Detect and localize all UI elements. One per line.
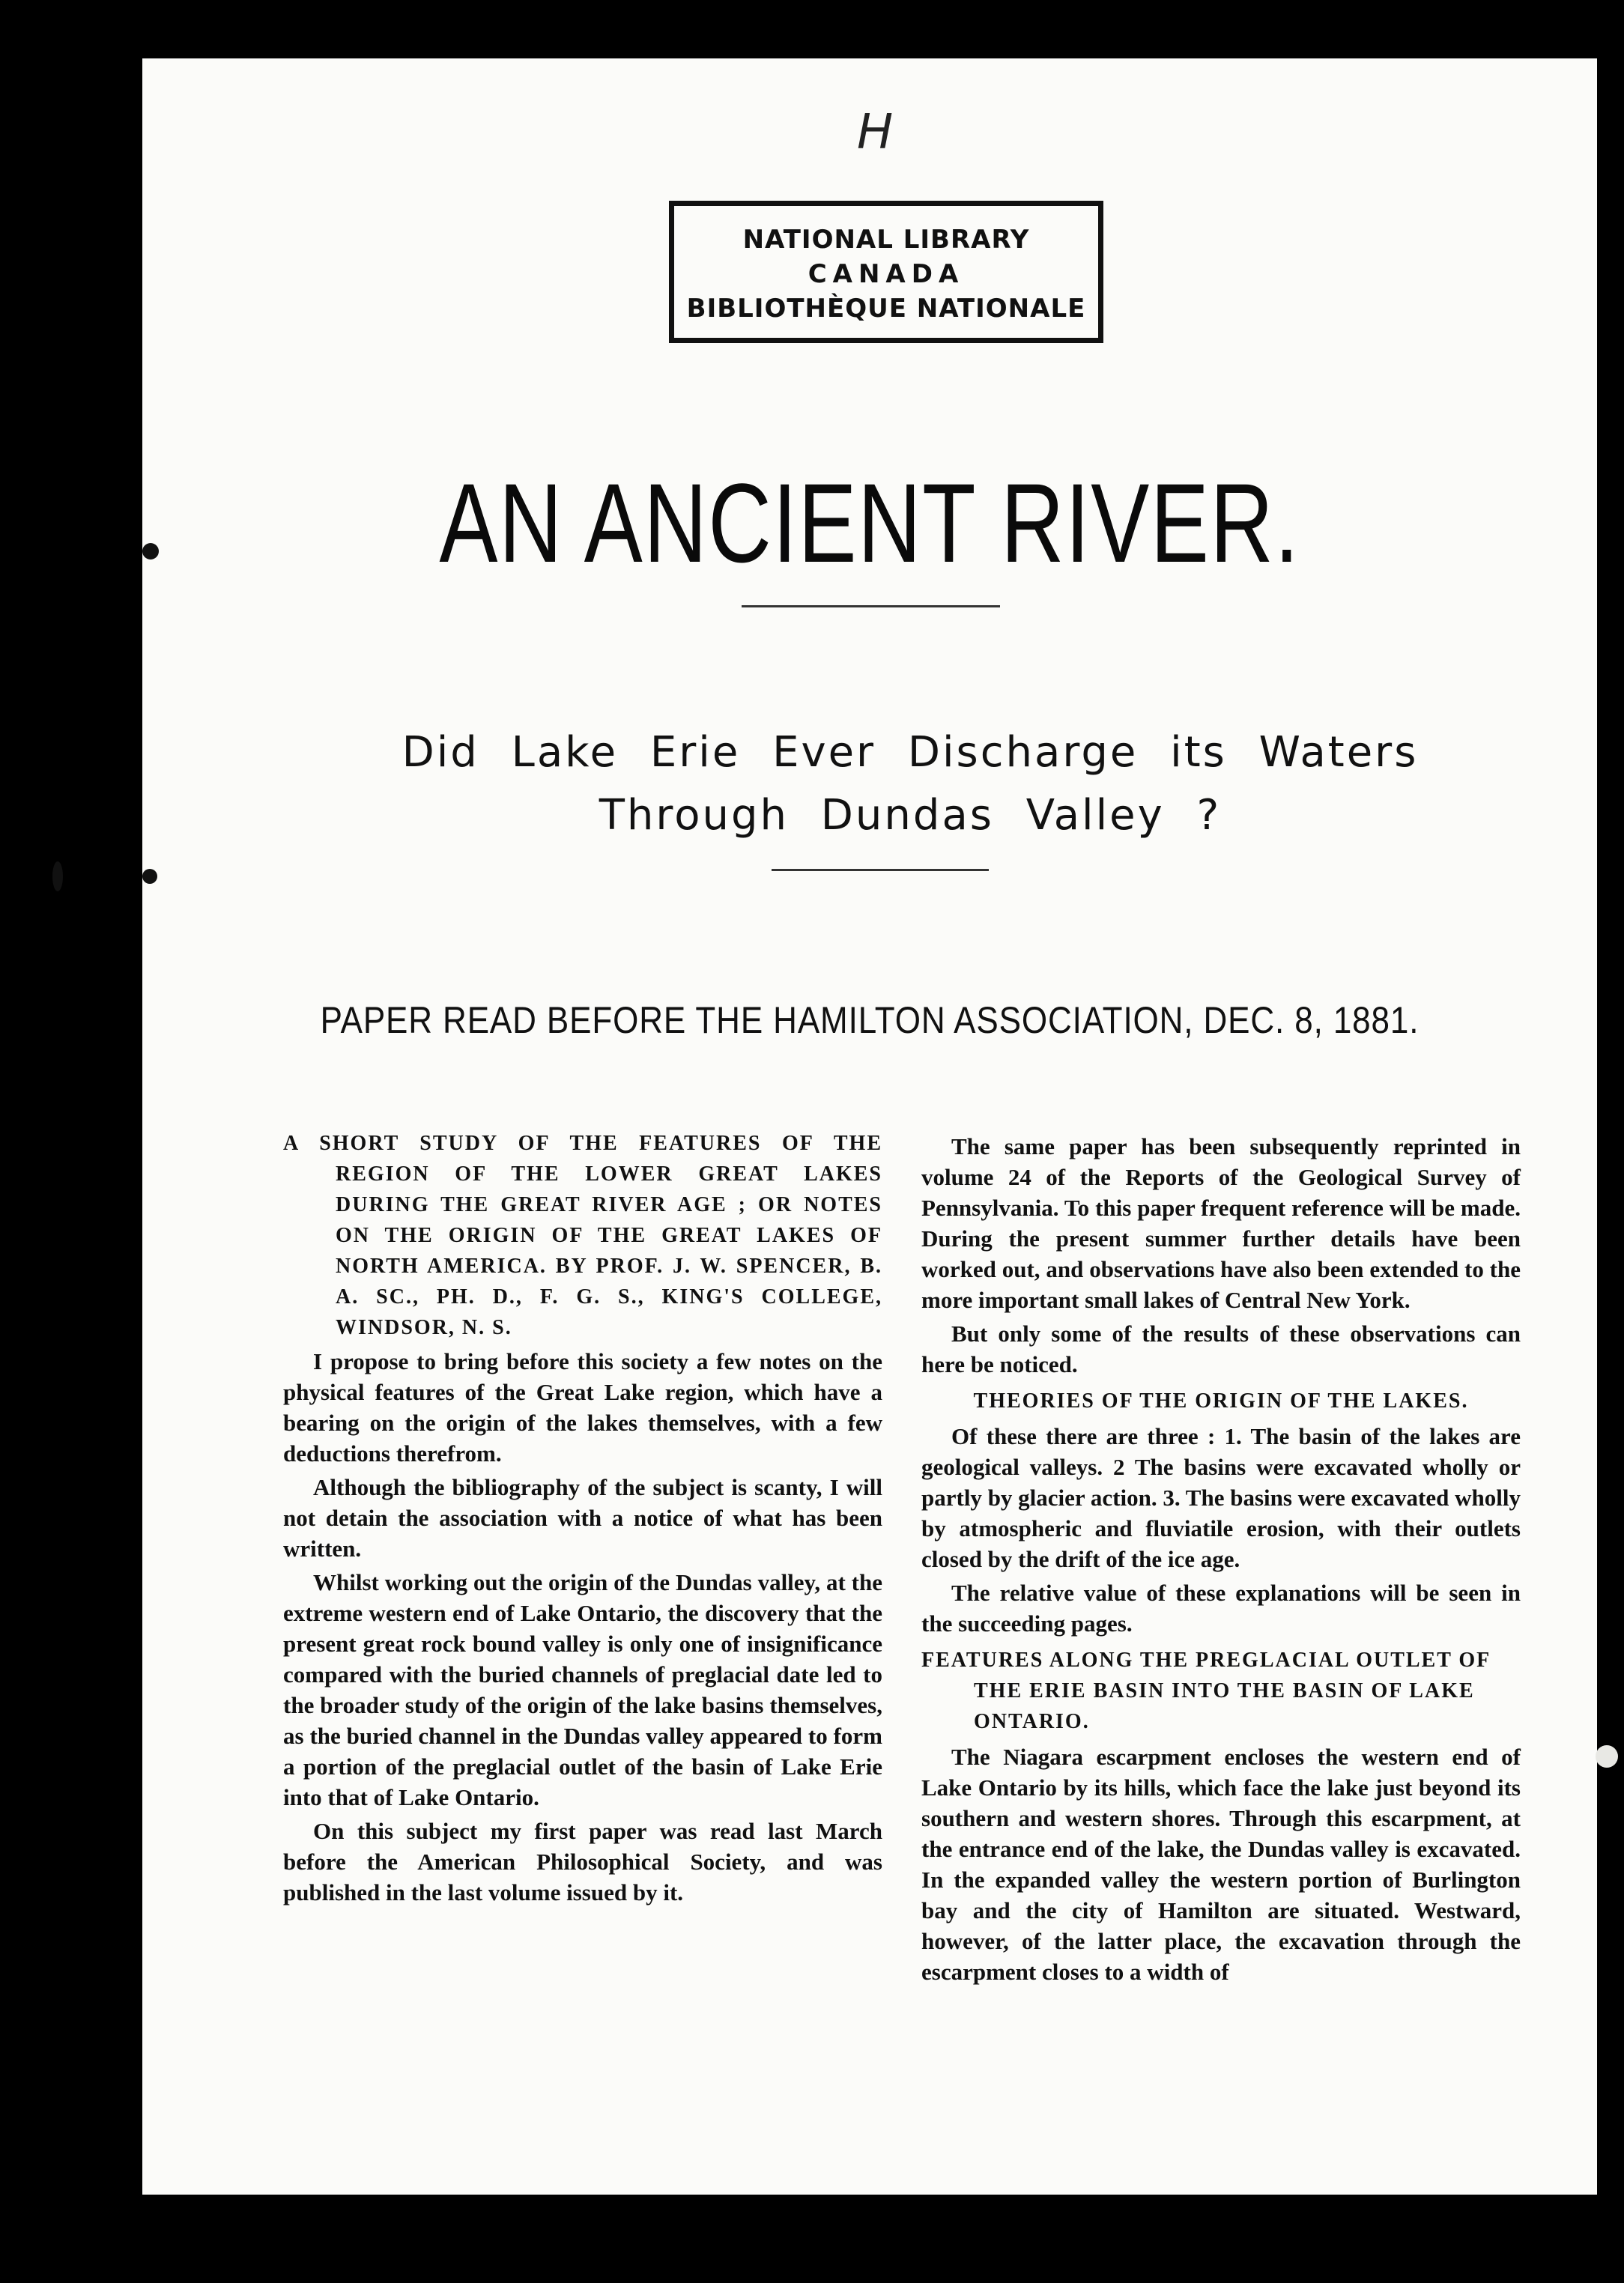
paper-read-line: PAPER READ BEFORE THE HAMILTON ASSOCIATION, DEC. 8, 1881. (320, 999, 1420, 1041)
subtitle-line-2: Through Dundas Valley ? (599, 791, 1222, 840)
stamp-line-1: NATIONAL LIBRARY (742, 225, 1030, 255)
subtitle-line-1: Did Lake Erie Ever Discharge its Waters (402, 728, 1419, 777)
left-paragraph-3: Whilst working out the origin of the Dundas valley, at the extreme western end of Lake Ontario, the discovery that the present great rock bound valley is only one of insignificance compared with the buried channels of preglacial date led to the broader study of the origin of the lake basins themselves, as the buried channel in the Dundas valley appeared to form a portion of the preglacial outlet of the basin of Lake Erie into that of Lake Ontario. (283, 1569, 882, 1810)
right-column (921, 1128, 1521, 1987)
page-title: AN ANCIENT RIVER. (439, 460, 1300, 586)
stamp-line-3: BIBLIOTHÈQUE NATIONALE (686, 294, 1086, 324)
abstract-text: A SHORT STUDY OF THE FEATURES OF THE REGION OF THE LOWER GREAT LAKES DURING THE GREAT RIVER AGE ; OR NOTES ON THE ORIGIN OF THE GREAT LAKES OF NORTH AMERICA. BY PROF. J. W. SPENCER, B. A. SC., PH. D., F. G. S., KING'S COLLEGE, WINDSOR, N. S. (283, 1132, 882, 1339)
divider-rule-top (742, 605, 1000, 607)
library-stamp (669, 201, 1103, 343)
divider-rule-bottom (772, 869, 989, 871)
document-page (142, 58, 1597, 2195)
scan-speck (142, 543, 159, 560)
subtitle (292, 721, 1528, 847)
section-heading-features: FEATURES ALONG THE PREGLACIAL OUTLET OF THE ERIE BASIN INTO THE BASIN OF LAKE ONTARIO. (921, 1649, 1491, 1733)
handwritten-mark: H (857, 105, 894, 160)
section-heading-theories: THEORIES OF THE ORIGIN OF THE LAKES. (973, 1389, 1469, 1413)
left-paragraph-4: On this subject my first paper was read last March before the American Philosophical Society, and was published in the last volume issued by it. (283, 1818, 882, 1905)
right-paragraph-5: The Niagara escarpment encloses the western end of Lake Ontario by its hills, which face the lake just beyond its southern and western shores. Through this escarpment, at the entrance end of the lake, the Dundas valley is excavated. In the expanded valley the western portion of Burlington bay and the city of Hamilton are situated. Westward, however, of the latter place, the excavation through the escarpment closes to a width of (921, 1744, 1521, 1985)
left-paragraph-1: I propose to bring before this society a few notes on the physical features of the Great Lake region, which have a bearing on the origin of the lakes themselves, with a few deductions therefrom. (283, 1348, 882, 1467)
right-paragraph-2: But only some of the results of these observations can here be noticed. (921, 1321, 1521, 1377)
scan-speck (142, 869, 157, 884)
right-paragraph-1: The same paper has been subsequently reprinted in volume 24 of the Reports of the Geological Survey of Pennsylvania. To this paper frequent reference will be made. During the present summer further details have been worked out, and observations have also been extended to the more important small lakes of Central New York. (921, 1133, 1521, 1313)
stamp-line-2: CANADA (808, 259, 965, 289)
right-paragraph-4: The relative value of these explanations will be seen in the succeeding pages. (921, 1580, 1521, 1637)
right-paragraph-3: Of these there are three : 1. The basin of the lakes are geological valleys. 2 The basins were excavated wholly or partly by glacier action. 3. The basins were excavated wholly by atmospheric and fluviatile erosion, with their outlets closed by the drift of the ice age. (921, 1423, 1521, 1572)
scan-speck (52, 861, 63, 891)
left-column (283, 1128, 882, 1908)
scan-speck (1596, 1745, 1618, 1768)
left-paragraph-2: Although the bibliography of the subject is scanty, I will not detain the association with a notice of what has been written. (283, 1474, 882, 1562)
